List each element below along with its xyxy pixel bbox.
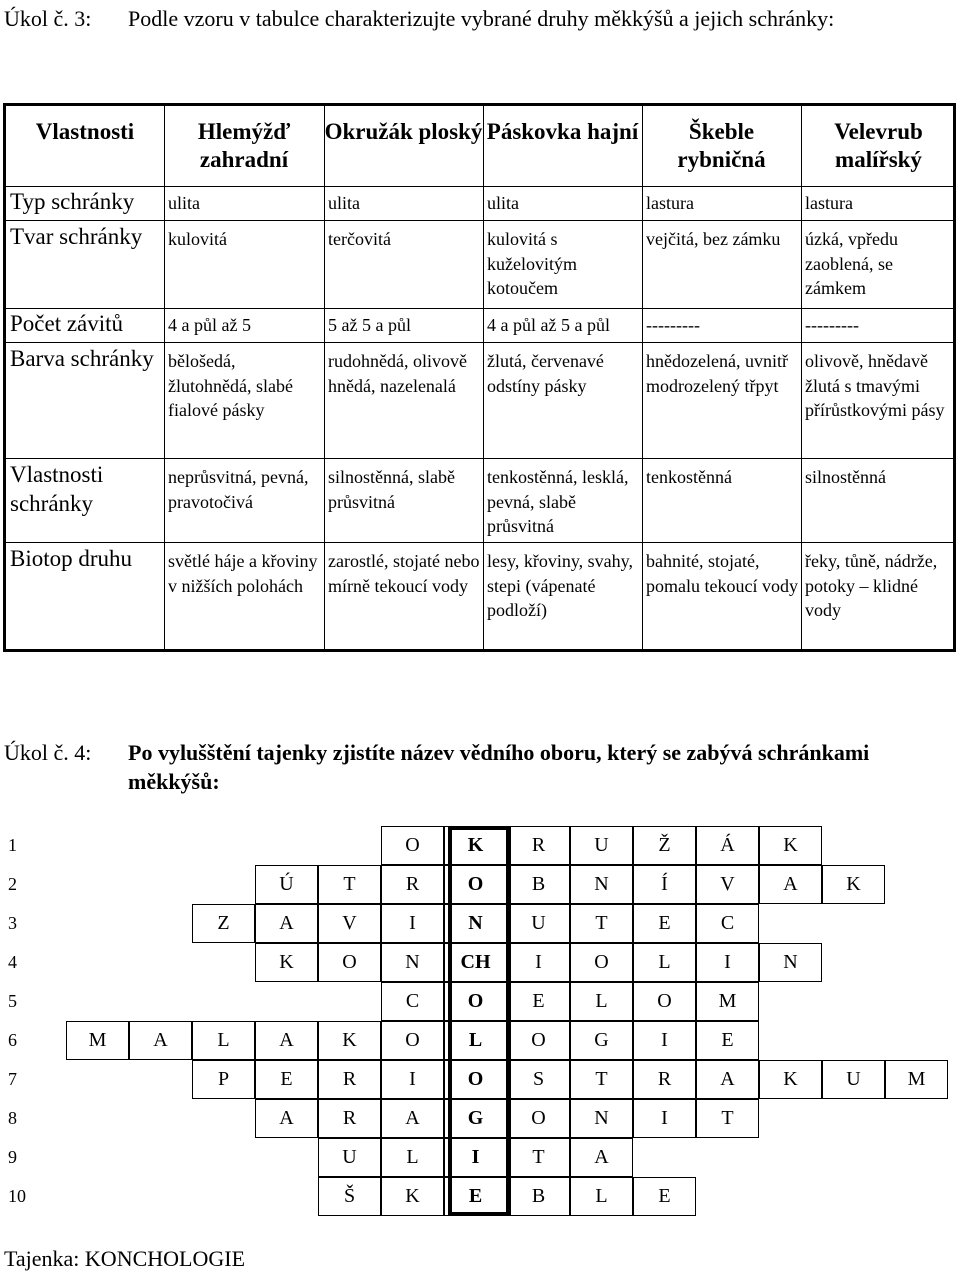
- crossword-cell: V: [696, 865, 759, 904]
- table-header-species: Páskovka hajní: [486, 119, 639, 144]
- table-cell: hnědozelená, uvnitř modrozelený třpyt: [646, 351, 788, 396]
- crossword-cell: E: [696, 1021, 759, 1060]
- crossword-cell: N: [570, 865, 633, 904]
- crossword-cell: L: [570, 1177, 633, 1216]
- crossword-row-number: 6: [8, 1030, 17, 1050]
- crossword-cell: N: [381, 943, 444, 982]
- crossword-cell: G: [570, 1021, 633, 1060]
- crossword-cell: A: [570, 1138, 633, 1177]
- table-cell: bělošedá, žlutohnědá, slabé fialové pásky: [168, 351, 293, 420]
- crossword-cell: C: [381, 982, 444, 1021]
- crossword-cell: I: [633, 1021, 696, 1060]
- crossword-cell: A: [381, 1099, 444, 1138]
- table-cell: světlé háje a křoviny v nižších polohách: [168, 551, 318, 596]
- mollusc-table: [3, 103, 956, 652]
- table-cell: ulita: [328, 193, 360, 213]
- table-cell: lastura: [805, 193, 853, 213]
- crossword-cell: O: [633, 982, 696, 1021]
- crossword-cell: U: [822, 1060, 885, 1099]
- crossword-cell: S: [507, 1060, 570, 1099]
- crossword-cell: E: [633, 904, 696, 943]
- crossword-cell: M: [696, 982, 759, 1021]
- table-cell: bahnité, stojaté, pomalu tekoucí vody: [646, 551, 798, 596]
- table-row-label: Tvar schránky: [10, 224, 143, 249]
- table-cell: 5 až 5 a půl: [328, 315, 411, 335]
- crossword-key-cell: O: [444, 982, 507, 1021]
- crossword-cell: B: [507, 1177, 570, 1216]
- crossword-cell: R: [507, 826, 570, 865]
- crossword-cell: Ž: [633, 826, 696, 865]
- crossword-cell: T: [318, 865, 381, 904]
- crossword-key-column: [448, 826, 511, 1216]
- crossword-row-number: 1: [8, 835, 17, 855]
- crossword-key-cell: G: [444, 1099, 507, 1138]
- crossword-cell: N: [759, 943, 822, 982]
- table-row-label: Biotop druhu: [10, 546, 133, 571]
- table-cell: silnostěnná: [805, 467, 886, 487]
- table-cell: rudohnědá, olivově hnědá, nazelenalá: [328, 351, 467, 396]
- crossword-cell: O: [570, 943, 633, 982]
- crossword-cell: L: [570, 982, 633, 1021]
- crossword-cell: Ú: [255, 865, 318, 904]
- table-cell: terčovitá: [328, 229, 391, 249]
- crossword-cell: Á: [696, 826, 759, 865]
- table-row-label: Barva schránky: [10, 346, 154, 371]
- crossword-cell: R: [633, 1060, 696, 1099]
- crossword-cell: T: [570, 904, 633, 943]
- crossword-cell: I: [381, 1060, 444, 1099]
- crossword-row-number: 5: [8, 991, 17, 1011]
- crossword-cell: T: [696, 1099, 759, 1138]
- crossword-cell: O: [507, 1099, 570, 1138]
- crossword-cell: C: [696, 904, 759, 943]
- crossword-key-cell: N: [444, 904, 507, 943]
- table-header-corner: Vlastnosti: [35, 119, 135, 144]
- crossword-cell: A: [255, 1099, 318, 1138]
- table-row-label: Počet závitů: [10, 311, 124, 336]
- crossword-key-cell: CH: [444, 943, 507, 982]
- crossword-cell: K: [318, 1021, 381, 1060]
- crossword-key-cell: O: [444, 1060, 507, 1099]
- table-cell: 4 a půl až 5: [168, 315, 251, 335]
- task3-heading: [4, 4, 944, 64]
- crossword-cell: T: [570, 1060, 633, 1099]
- crossword-cell: L: [192, 1021, 255, 1060]
- crossword-cell: E: [255, 1060, 318, 1099]
- crossword-key-cell: L: [444, 1021, 507, 1060]
- crossword-cell: I: [633, 1099, 696, 1138]
- table-cell: řeky, tůně, nádrže, potoky – klidné vody: [805, 551, 938, 620]
- crossword-cell: A: [255, 904, 318, 943]
- crossword-row-number: 3: [8, 913, 17, 933]
- crossword-row-number: 8: [8, 1108, 17, 1128]
- table-cell: kulovitá: [168, 229, 227, 249]
- crossword-cell: O: [381, 826, 444, 865]
- crossword-cell: M: [66, 1021, 129, 1060]
- crossword-cell: V: [318, 904, 381, 943]
- table-cell: vejčitá, bez zámku: [646, 229, 781, 249]
- table-cell: silnostěnná, slabě průsvitná: [328, 467, 455, 512]
- task4-heading: [4, 738, 944, 798]
- task3-number: Úkol č. 3:: [4, 6, 92, 31]
- table-row-divider: [6, 342, 953, 343]
- crossword-cell: N: [570, 1099, 633, 1138]
- table-cell: ulita: [168, 193, 200, 213]
- task4-number: Úkol č. 4:: [4, 740, 92, 765]
- task3-text: Podle vzoru v tabulce charakterizujte vybrané druhy měkkýšů a jejich schránky:: [128, 6, 835, 31]
- crossword-row-number: 10: [8, 1186, 26, 1206]
- crossword-cell: L: [381, 1138, 444, 1177]
- crossword-cell: K: [759, 1060, 822, 1099]
- crossword-cell: O: [381, 1021, 444, 1060]
- table-cell: neprůsvitná, pevná, pravotočivá: [168, 467, 309, 512]
- crossword-key-cell: E: [444, 1177, 507, 1216]
- crossword-cell: R: [381, 865, 444, 904]
- table-cell: lesy, křoviny, svahy, stepi (vápenaté podloží): [487, 551, 633, 620]
- crossword-cell: U: [507, 904, 570, 943]
- table-cell: kulovitá s kuželovitým kotoučem: [487, 229, 577, 298]
- crossword-cell: R: [318, 1060, 381, 1099]
- crossword-key-cell: I: [444, 1138, 507, 1177]
- crossword-row-number: 2: [8, 874, 17, 894]
- table-cell: tenkostěnná: [646, 467, 732, 487]
- table-cell: lastura: [646, 193, 694, 213]
- table-row-divider: [6, 220, 953, 221]
- crossword-cell: R: [318, 1099, 381, 1138]
- crossword-cell: U: [570, 826, 633, 865]
- crossword-cell: O: [318, 943, 381, 982]
- table-row-label: Vlastnosti schránky: [10, 462, 104, 516]
- task4-text: Po vylušštění tajenky zjistíte název vědního oboru, který se zabývá schránkami měkkýšů:: [128, 740, 870, 794]
- crossword-cell: I: [696, 943, 759, 982]
- crossword-cell: A: [759, 865, 822, 904]
- table-cell: ulita: [487, 193, 519, 213]
- crossword-cell: A: [129, 1021, 192, 1060]
- crossword-cell: E: [633, 1177, 696, 1216]
- table-header-species: Velevrub malířský: [834, 119, 923, 172]
- table-header-species: Okružák ploský: [324, 119, 483, 144]
- crossword-cell: K: [822, 865, 885, 904]
- crossword-cell: Í: [633, 865, 696, 904]
- table-cell: tenkostěnná, lesklá, pevná, slabě průsvitná: [487, 467, 629, 536]
- crossword-cell: L: [633, 943, 696, 982]
- table-header-species: Škeble rybničná: [677, 119, 766, 172]
- table-cell: ---------: [805, 315, 859, 335]
- crossword-cell: A: [696, 1060, 759, 1099]
- table-cell: 4 a půl až 5 a půl: [487, 315, 610, 335]
- crossword-cell: I: [507, 943, 570, 982]
- crossword-cell: K: [759, 826, 822, 865]
- crossword-cell: A: [255, 1021, 318, 1060]
- crossword-row-number: 9: [8, 1147, 17, 1167]
- crossword-cell: K: [255, 943, 318, 982]
- crossword-key-cell: O: [444, 865, 507, 904]
- crossword-cell: Š: [318, 1177, 381, 1216]
- crossword-row-number: 4: [8, 952, 17, 972]
- crossword-cell: O: [507, 1021, 570, 1060]
- crossword-cell: K: [381, 1177, 444, 1216]
- table-cell: úzká, vpředu zaoblená, se zámkem: [805, 229, 898, 298]
- crossword-cell: M: [885, 1060, 948, 1099]
- crossword-cell: T: [507, 1138, 570, 1177]
- crossword-row-number: 7: [8, 1069, 17, 1089]
- crossword-answer: Tajenka: KONCHOLOGIE: [4, 1246, 246, 1271]
- table-header-species: Hlemýžď zahradní: [197, 119, 291, 172]
- crossword-cell: U: [318, 1138, 381, 1177]
- crossword-cell: Z: [192, 904, 255, 943]
- crossword-cell: B: [507, 865, 570, 904]
- table-cell: olivově, hnědavě žlutá s tmavými přírůstkovými pásy: [805, 351, 945, 420]
- crossword-cell: E: [507, 982, 570, 1021]
- crossword-key-cell: K: [444, 826, 507, 865]
- crossword-cell: P: [192, 1060, 255, 1099]
- table-cell: žlutá, červenavé odstíny pásky: [487, 351, 604, 396]
- crossword-cell: I: [381, 904, 444, 943]
- table-cell: ---------: [646, 315, 700, 335]
- table-cell: zarostlé, stojaté nebo mírně tekoucí vody: [328, 551, 480, 596]
- table-row-label: Typ schránky: [10, 189, 135, 214]
